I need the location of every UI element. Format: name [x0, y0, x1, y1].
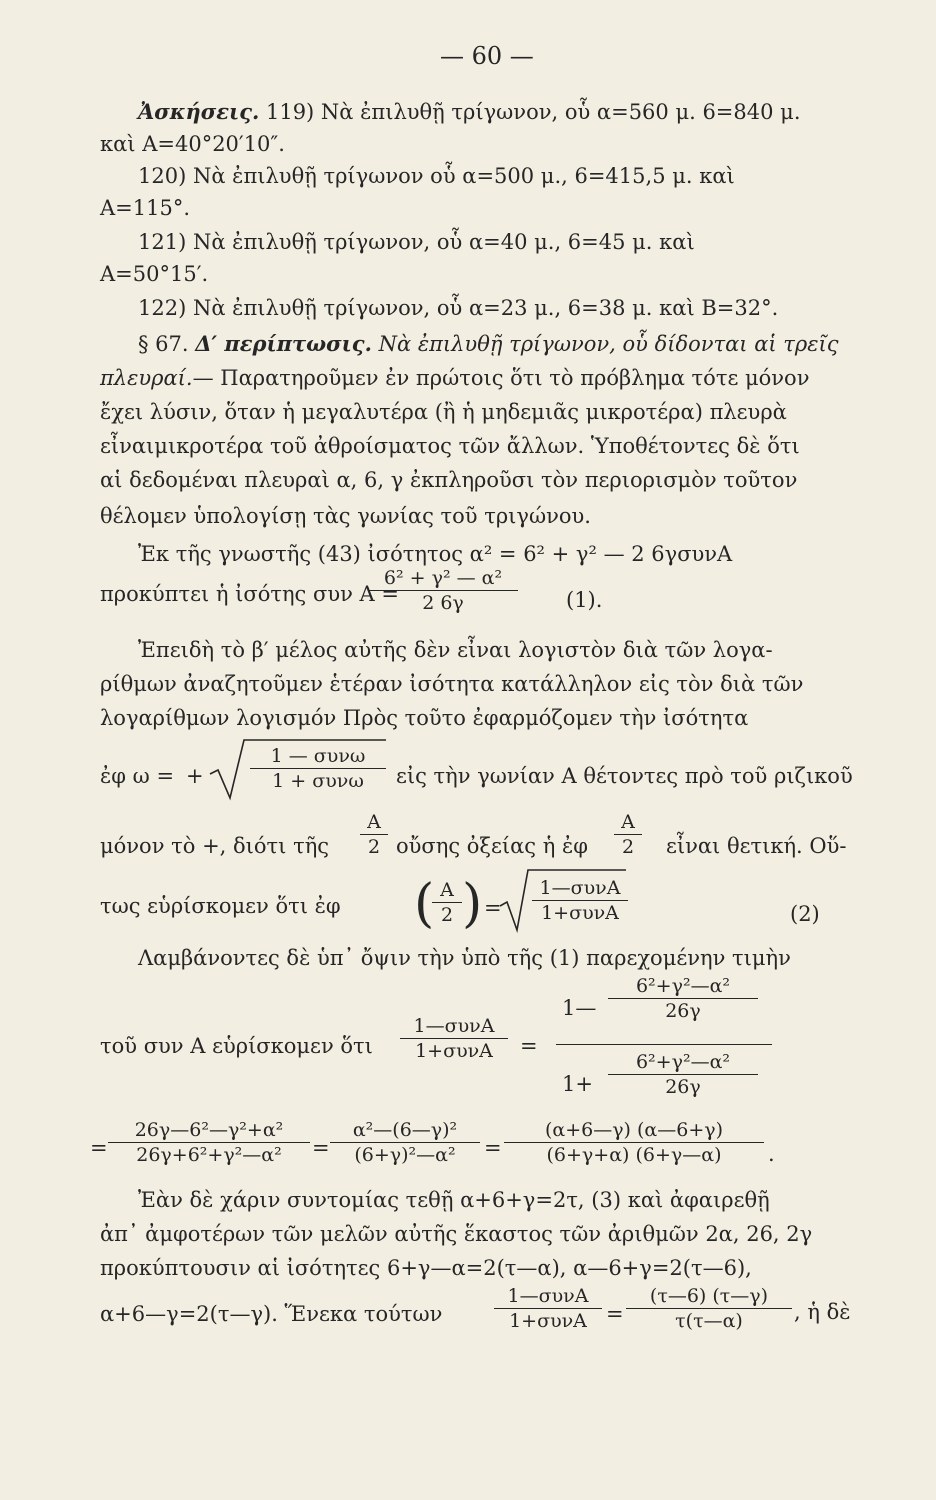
fraction-denominator: (6+γ)²—α²: [330, 1142, 480, 1167]
paragraph-start: — Παρατηροῦμεν ἐν πρώτοις ὅτι τὸ πρόβλημα τότε μόνον: [192, 366, 810, 390]
exercise-122: 122) Νὰ ἐπιλυθῇ τρίγωνον, οὗ α=23 μ., 6=38 μ. καὶ Β=32°.: [138, 296, 779, 320]
paragraph-line: Ἐπειδὴ τὸ β′ μέλος αὐτῆς δὲν εἶναι λογιστὸν διὰ τῶν λογα-: [138, 638, 773, 662]
fraction-denominator: 2: [360, 834, 388, 859]
fraction-denominator: 1+συνΑ: [494, 1308, 602, 1333]
plus-sign: +: [186, 764, 204, 788]
formula-2-numerator: 1—συνΑ: [539, 877, 621, 899]
cos-formula-numerator: 6² + γ² — α²: [383, 567, 503, 589]
compound-fraction: [556, 974, 772, 1116]
compound-top-one: 1—: [562, 996, 597, 1020]
right-paren-icon: ): [462, 874, 483, 934]
case-statement-end: πλευραί.: [100, 366, 193, 390]
fraction-denominator: 2: [432, 902, 462, 927]
tan-w-numerator: 1 — συνω: [270, 745, 366, 767]
chain-fraction-1: [108, 1118, 310, 1167]
compound-bottom-fraction: [608, 1050, 758, 1099]
equals-sign: =: [606, 1302, 624, 1326]
chain-fraction-2: [330, 1118, 480, 1167]
fraction-denominator: 2: [614, 834, 642, 859]
cos-formula-text: προκύπτει ἡ ἰσότης συν Α =: [100, 582, 399, 606]
paragraph-line: ἀπ᾿ ἀμφοτέρων τῶν μελῶν αὐτῆς ἕκαστος τῶν ἀριθμῶν 2α, 26, 2γ: [100, 1222, 813, 1246]
left-paren-icon: (: [414, 874, 435, 934]
fraction-numerator: α²—(6—γ)²: [352, 1119, 458, 1141]
paragraph-line: [100, 364, 809, 392]
paragraph-line: θέλομεν ὑπολογίσῃ τὰς γωνίας τοῦ τριγώνου.: [100, 504, 591, 528]
paragraph-line: α+6—γ=2(τ—γ). Ἕνεκα τούτων: [100, 1302, 443, 1326]
ratio-fraction: [400, 1014, 508, 1063]
exercise-121: 121) Νὰ ἐπιλυθῇ τρίγωνον, οὗ α=40 μ., 6=45 μ. καὶ: [138, 230, 695, 254]
exercises-heading: Ἀσκήσεις.: [138, 99, 260, 124]
tan-w-lhs: ἐφ ω =: [100, 764, 175, 788]
equals-sign: =: [312, 1136, 330, 1160]
page-number: — 60 —: [440, 42, 534, 70]
case-statement: Νὰ ἐπιλυθῇ τρίγωνον, οὗ δίδονται αἱ τρεῖς: [371, 332, 839, 356]
compound-top-fraction: [608, 974, 758, 1023]
paragraph-line: προκύπτουσιν αἱ ἰσότητες 6+γ—α=2(τ—α), α—6+γ=2(τ—6),: [100, 1256, 752, 1280]
case-title: Δ′ περίπτωσις.: [195, 331, 372, 356]
fraction-numerator: Α: [621, 811, 635, 833]
equals-sign: =: [90, 1136, 108, 1160]
equals-sign: =: [484, 896, 502, 920]
fraction-numerator: Α: [440, 879, 454, 901]
paragraph-line: εἶναιμικροτέρα τοῦ ἀθροίσματος τῶν ἄλλων. Ὑποθέτοντες δὲ ὅτι: [100, 434, 800, 458]
cos-formula-denominator: 2 6γ: [368, 590, 518, 615]
formula-2-fraction: [532, 876, 628, 925]
paragraph-line: ἔχει λύσιν, ὅταν ἡ μεγαλυτέρα (ἢ ἡ μηδεμιᾶς μικροτέρα) πλευρὰ: [100, 400, 787, 424]
period: .: [768, 1142, 775, 1166]
paragraph-line: ρίθμων ἀναζητοῦμεν ἑτέραν ἰσότητα κατάλληλον εἰς τὸν διὰ τῶν: [100, 672, 804, 696]
half-angle-fraction: [614, 810, 642, 859]
tau-fraction: [626, 1284, 792, 1333]
fraction-numerator: (τ—6) (τ—γ): [649, 1285, 769, 1307]
fraction-numerator: 1—συνΑ: [413, 1015, 495, 1037]
tan-w-denominator: 1 + συνω: [250, 768, 386, 793]
equals-sign: =: [520, 1034, 538, 1058]
law-of-cosines-line: Ἐκ τῆς γνωστῆς (43) ἰσότητος α² = 6² + γ² — 2 6γσυνΑ: [138, 542, 733, 566]
formula-2-text: τως εὑρίσκομεν ὅτι ἐφ: [100, 894, 341, 918]
fraction-denominator: τ(τ—α): [626, 1308, 792, 1333]
paragraph-line: Ἐὰν δὲ χάριν συντομίας τεθῇ α+6+γ=2τ, (3) καὶ ἀφαιρεθῇ: [138, 1188, 770, 1212]
fraction-numerator: 1—συνΑ: [507, 1285, 589, 1307]
paragraph-line: αἱ δεδομέναι πλευραὶ α, 6, γ ἐκπληροῦσι τὸν περιορισμὸν τοῦτον: [100, 468, 798, 492]
fraction-numerator: 6²+γ²—α²: [635, 975, 731, 997]
chain-fraction-3: [504, 1118, 764, 1167]
tan-w-description: εἰς τὴν γωνίαν Α θέτοντες πρὸ τοῦ ριζικοῦ: [396, 764, 853, 788]
paragraph-line: , ἡ δὲ: [794, 1300, 851, 1324]
exercise-120: 120) Νὰ ἐπιλυθῇ τρίγωνον οὗ α=500 μ., 6=415,5 μ. καὶ: [138, 164, 735, 188]
equals-sign: =: [484, 1136, 502, 1160]
formula-2-denominator: 1+συνΑ: [532, 900, 628, 925]
fraction-numerator: 6²+γ²—α²: [635, 1051, 731, 1073]
fraction-denominator: (6+γ+α) (6+γ—α): [504, 1142, 764, 1167]
exercise-119: 119) Νὰ ἐπιλυθῇ τρίγωνον, οὗ α=560 μ. 6=840 μ.: [259, 100, 801, 124]
fraction-numerator: (α+6—γ) (α—6+γ): [544, 1119, 724, 1141]
half-angle-fraction: [432, 878, 462, 927]
fraction-denominator: 1+συνΑ: [400, 1038, 508, 1063]
paragraph-line: οὔσης ὀξείας ἡ ἐφ: [396, 834, 588, 858]
paragraph-line: μόνον τὸ +, διότι τῆς: [100, 834, 330, 858]
exercises-line-1: [138, 98, 801, 126]
paragraph-line: εἶναι θετική. Οὕ-: [666, 834, 847, 858]
fraction-denominator: 26γ+6²+γ²—α²: [108, 1142, 310, 1167]
ratio-fraction: [494, 1284, 602, 1333]
exercise-120-cont: Α=115°.: [100, 196, 191, 220]
fraction-denominator: 26γ: [608, 1074, 758, 1099]
cos-formula-fraction: [368, 566, 518, 615]
fraction-numerator: Α: [367, 811, 381, 833]
equation-tag-1: (1).: [566, 588, 603, 612]
exercise-121-cont: Α=50°15′.: [100, 262, 209, 286]
paragraph-line: Λαμβάνοντες δὲ ὑπ᾿ ὄψιν τὴν ὑπὸ τῆς (1) παρεχομένην τιμὴν: [138, 946, 791, 970]
equation-tag-2: (2): [790, 902, 820, 926]
tan-w-fraction: [250, 744, 386, 793]
paragraph-line: λογαρίθμων λογισμόν Πρὸς τοῦτο ἐφαρμόζομεν τὴν ἰσότητα: [100, 706, 749, 730]
compound-bottom-one: 1+: [562, 1072, 593, 1096]
exercise-119-cont: καὶ Α=40°20′10″.: [100, 132, 285, 156]
section-67-heading: [138, 330, 839, 358]
half-angle-fraction: [360, 810, 388, 859]
fraction-numerator: 26γ—6²—γ²+α²: [134, 1119, 284, 1141]
fraction-denominator: 26γ: [608, 998, 758, 1023]
section-number: § 67.: [138, 332, 196, 356]
main-fraction-bar: [556, 1044, 772, 1045]
paragraph-line: τοῦ συν Α εὑρίσκομεν ὅτι: [100, 1034, 373, 1058]
